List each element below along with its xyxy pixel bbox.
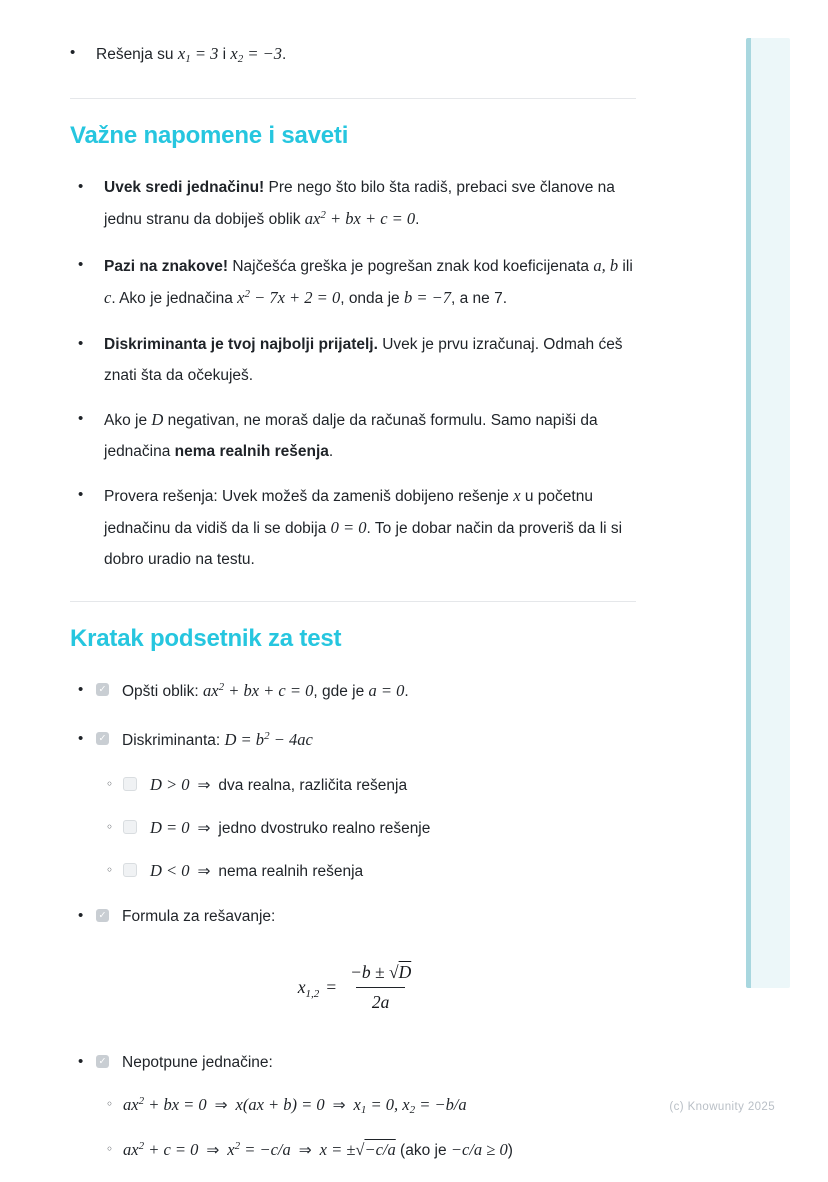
- text-segment: Provera rešenja: Uvek možeš da zameniš dobijeno rešenje: [104, 488, 514, 505]
- text-segment: D > 0: [150, 775, 190, 794]
- text-segment: 2: [234, 1140, 241, 1152]
- text-segment: Pre nego što bilo šta radiš, prebaci sve članove na jednu stranu da dobiješ oblik: [104, 179, 615, 228]
- checklist-item: [78, 675, 636, 709]
- circle-bullet-icon: ◦: [106, 863, 114, 877]
- text-segment: 2: [138, 1140, 145, 1152]
- text-segment: 2: [138, 1095, 145, 1107]
- text-segment: Najčešća greška je pogrešan znak kod koeficijenata: [228, 258, 594, 275]
- text-segment: = 0, x: [366, 1095, 410, 1114]
- sub-item-text: [123, 1090, 467, 1122]
- check-icon: ✓: [98, 1056, 107, 1067]
- sub-item-text: [150, 813, 430, 843]
- notes-list: [70, 172, 636, 575]
- text-segment: Rešenja su: [96, 46, 178, 63]
- text-segment: Uvek sredi jednačinu!: [104, 179, 265, 196]
- quadratic-formula: [78, 962, 636, 1013]
- text-segment: 1: [185, 53, 191, 65]
- note-text: [104, 250, 636, 316]
- text-segment: .: [415, 211, 420, 228]
- bullet-icon: •: [78, 730, 84, 747]
- text-segment: jedno dvostruko realno rešenje: [218, 820, 431, 837]
- text-segment: . Ako je jednačina: [111, 290, 238, 307]
- text-segment: 2: [320, 209, 326, 221]
- text-segment: Pazi na znakove!: [104, 258, 229, 275]
- text-segment: ⇒: [192, 819, 216, 837]
- checkbox-checked-icon: [96, 909, 109, 922]
- bullet-icon: •: [78, 681, 84, 698]
- text-segment: ax: [202, 681, 219, 700]
- sub-list-item: [106, 856, 636, 886]
- sub-list: [106, 1090, 636, 1167]
- text-segment: ili: [618, 258, 633, 275]
- checkbox-empty-icon: [123, 820, 137, 834]
- text-segment: Diskriminanta:: [122, 732, 225, 749]
- section-title-kratak-podsetnik: Kratak podsetnik za test: [70, 625, 342, 652]
- list-item: [78, 172, 636, 237]
- document-page: [70, 38, 636, 1182]
- circle-bullet-icon: ◦: [106, 820, 114, 834]
- text-segment: = −c/a: [240, 1140, 291, 1159]
- text-segment: + bx + c = 0: [325, 209, 416, 228]
- formula-equals: =: [325, 977, 338, 997]
- bullet-icon: •: [78, 486, 84, 503]
- list-item: [78, 250, 636, 316]
- formula-denominator: 2a: [356, 987, 406, 1013]
- text-segment: ): [507, 1142, 513, 1159]
- note-text: [104, 480, 636, 575]
- text-segment: ⇒: [327, 1096, 351, 1114]
- checklist-text: [122, 675, 409, 709]
- checklist-item: [78, 1047, 636, 1167]
- sub-item-text: [123, 1135, 513, 1167]
- check-icon: ✓: [98, 684, 107, 695]
- text-segment: x = ±√: [319, 1140, 365, 1159]
- text-segment: , gde je: [313, 683, 369, 700]
- text-segment: = −3: [243, 44, 282, 63]
- text-segment: ⇒: [209, 1096, 233, 1114]
- sub-list: [106, 770, 636, 886]
- list-item: [78, 480, 636, 575]
- bullet-icon: •: [78, 1053, 84, 1070]
- text-segment: x: [237, 288, 245, 307]
- text-segment: ⇒: [192, 862, 216, 880]
- sub-list-item: [106, 1090, 636, 1122]
- circle-bullet-icon: ◦: [106, 1142, 114, 1156]
- text-segment: + bx = 0: [144, 1095, 207, 1114]
- text-segment: u početnu jednačinu da vidiš da li se dobija: [104, 488, 593, 537]
- text-segment: x: [513, 486, 521, 505]
- circle-bullet-icon: ◦: [106, 1097, 114, 1111]
- formula-variable: x: [297, 977, 306, 997]
- text-segment: D: [151, 410, 164, 429]
- checkbox-checked-icon: [96, 1055, 109, 1068]
- text-segment: . To je dobar način da proveriš da li si dobro uradio na testu.: [104, 520, 623, 568]
- check-icon: ✓: [98, 733, 107, 744]
- checklist-item: [78, 724, 636, 886]
- checkbox-empty-icon: [123, 777, 137, 791]
- note-text: [104, 404, 636, 467]
- checkbox-checked-icon: [96, 732, 109, 745]
- checklist-text: [122, 724, 313, 758]
- check-icon: ✓: [98, 910, 107, 921]
- sub-list-item: [106, 813, 636, 843]
- sub-list-item: [106, 770, 636, 800]
- copyright-footer: (c) Knowunity 2025: [669, 1101, 775, 1113]
- text-segment: nema realnih rešenja: [174, 443, 329, 460]
- text-segment: a = 0: [368, 681, 405, 700]
- text-segment: , onda je: [340, 290, 404, 307]
- bullet-icon: •: [78, 410, 84, 427]
- text-segment: −c/a ≥ 0: [450, 1140, 508, 1159]
- bullet-icon: •: [78, 178, 84, 195]
- list-item: [78, 404, 636, 467]
- text-segment: b = −7: [403, 288, 452, 307]
- text-segment: − 4ac: [269, 730, 313, 749]
- checklist: [70, 675, 636, 1167]
- bullet-icon: •: [78, 256, 84, 273]
- text-segment: ax: [123, 1095, 139, 1114]
- text-segment: + c = 0: [144, 1140, 199, 1159]
- list-item: [78, 329, 636, 391]
- text-segment: ax: [304, 209, 321, 228]
- formula-lhs: [298, 977, 345, 998]
- text-segment: 2: [218, 681, 225, 693]
- text-segment: 2: [244, 288, 250, 300]
- text-segment: x: [177, 44, 186, 63]
- text-segment: Nepotpune jednačine:: [122, 1054, 273, 1071]
- checkbox-empty-icon: [123, 863, 137, 877]
- text-segment: x(ax + b) = 0: [235, 1095, 325, 1114]
- text-segment: dva realna, različita rešenja: [218, 777, 408, 794]
- text-segment: .: [404, 683, 409, 700]
- note-text: [104, 172, 636, 237]
- sub-item-text: [150, 856, 363, 886]
- formula-fraction: [345, 962, 416, 1013]
- formula-radicand: D: [398, 962, 412, 982]
- intro-text: [96, 38, 286, 72]
- circle-bullet-icon: ◦: [106, 777, 114, 791]
- text-segment: c: [104, 288, 112, 307]
- text-segment: 2: [237, 53, 244, 65]
- checklist-item: [78, 901, 636, 1013]
- text-segment: negativan, ne moraš dalje da računaš formulu. Samo napiši da jednačina: [104, 412, 598, 460]
- text-segment: Formula za rešavanje:: [122, 908, 276, 925]
- section-divider: [70, 98, 636, 99]
- text-segment: − 7x + 2 = 0: [249, 288, 341, 307]
- formula-subscript: 1,2: [305, 988, 320, 1000]
- text-segment: i: [218, 46, 231, 63]
- text-segment: ax: [123, 1140, 139, 1159]
- text-segment: .: [282, 46, 287, 63]
- text-segment: (ako je: [395, 1142, 451, 1159]
- sub-list-item: [106, 1135, 636, 1167]
- checkbox-checked-icon: [96, 683, 109, 696]
- section-divider: [70, 601, 636, 602]
- bullet-icon: •: [78, 907, 84, 924]
- text-segment: Opšti oblik:: [122, 683, 203, 700]
- text-segment: x: [353, 1095, 361, 1114]
- highlight-strip: [746, 38, 790, 988]
- checklist-text: [122, 901, 275, 932]
- bullet-icon: •: [78, 335, 84, 352]
- text-segment: .: [328, 443, 334, 460]
- text-segment: ⇒: [293, 1141, 317, 1159]
- text-segment: = 3: [190, 44, 219, 63]
- text-segment: + bx + c = 0: [224, 681, 314, 700]
- text-segment: D < 0: [150, 861, 190, 880]
- text-segment: −c/a: [364, 1140, 396, 1159]
- text-segment: = −b/a: [415, 1095, 467, 1114]
- text-segment: x: [227, 1140, 235, 1159]
- note-text: [104, 329, 636, 391]
- text-segment: Diskriminanta je tvoj najbolji prijatelj.: [104, 336, 378, 353]
- checklist-text: [122, 1047, 273, 1078]
- text-segment: 0 = 0: [330, 518, 367, 537]
- formula-numerator: −b ± √D: [350, 962, 412, 982]
- text-segment: ⇒: [192, 776, 216, 794]
- text-segment: 1: [360, 1104, 367, 1116]
- text-segment: Uvek je prvu izračunaj. Odmah ćeš znati šta da očekuješ.: [104, 336, 623, 384]
- bullet-icon: •: [70, 44, 76, 61]
- sub-item-text: [150, 770, 407, 800]
- text-segment: nema realnih rešenja: [218, 863, 364, 880]
- text-segment: x: [230, 44, 238, 63]
- text-segment: D = b: [224, 730, 265, 749]
- list-item: [70, 38, 636, 72]
- text-segment: Ako je: [104, 412, 152, 429]
- text-segment: D = 0: [150, 818, 190, 837]
- text-segment: 2: [409, 1104, 416, 1116]
- text-segment: a, b: [593, 256, 619, 275]
- section-title-vazne-napomene: Važne napomene i saveti: [70, 122, 349, 149]
- text-segment: 2: [264, 730, 270, 742]
- text-segment: ⇒: [201, 1141, 225, 1159]
- text-segment: , a ne 7.: [451, 290, 508, 307]
